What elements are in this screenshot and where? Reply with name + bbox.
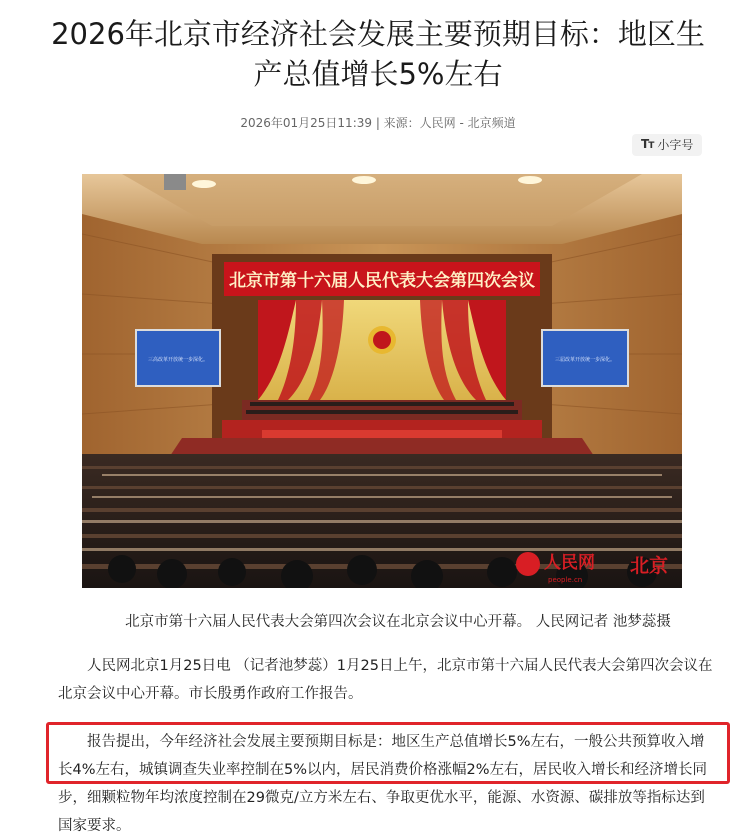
photo-caption: 北京市第十六届人民代表大会第四次会议在北京会议中心开幕。 人民网记者 池梦蕊摄	[125, 614, 671, 630]
conference-hall-illustration	[82, 174, 682, 588]
article-paragraph: 人民网北京1月25日电 （记者池梦蕊）1月25日上午，北京市第十六届人民代表大会第四次会议在北京会议中心开幕。市长殷勇作政府工作报告。	[58, 658, 713, 702]
svg-text:北京: 北京	[630, 555, 669, 577]
font-size-icon: TT	[641, 137, 654, 151]
article-photo	[82, 174, 682, 588]
svg-text:people.cn: people.cn	[548, 576, 583, 584]
font-size-label: 小字号	[657, 138, 694, 152]
people-logo-icon	[516, 552, 540, 576]
svg-text:三高改革开放统一步深化。: 三高改革开放统一步深化。	[147, 357, 209, 363]
font-size-button[interactable]	[632, 134, 702, 156]
article-meta: 2026年01月25日11:39 | 来源：人民网 - 北京频道	[240, 116, 516, 130]
svg-text:人民网: 人民网	[544, 553, 595, 573]
svg-text:三届改革开放统一步深化。: 三届改革开放统一步深化。	[554, 357, 616, 363]
svg-text:北京市第十六届人民代表大会第四次会议: 北京市第十六届人民代表大会第四次会议	[229, 271, 535, 291]
article-title: 2026年北京市经济社会发展主要预期目标：地区生产总值增长5%左右	[51, 17, 705, 91]
article-paragraph-highlighted: 报告提出，今年经济社会发展主要预期目标是：地区生产总值增长5%左右，一般公共预算收入增长4%左右，城镇调查失业率控制在5%以内，居民消费价格涨幅2%左右，居民收入增长和经济增长同步，细颗粒物年均浓度控制在29微克/立方米左右、争取更优水平，能源、水资源、碳排放等指标达到国家要求。	[58, 734, 708, 834]
